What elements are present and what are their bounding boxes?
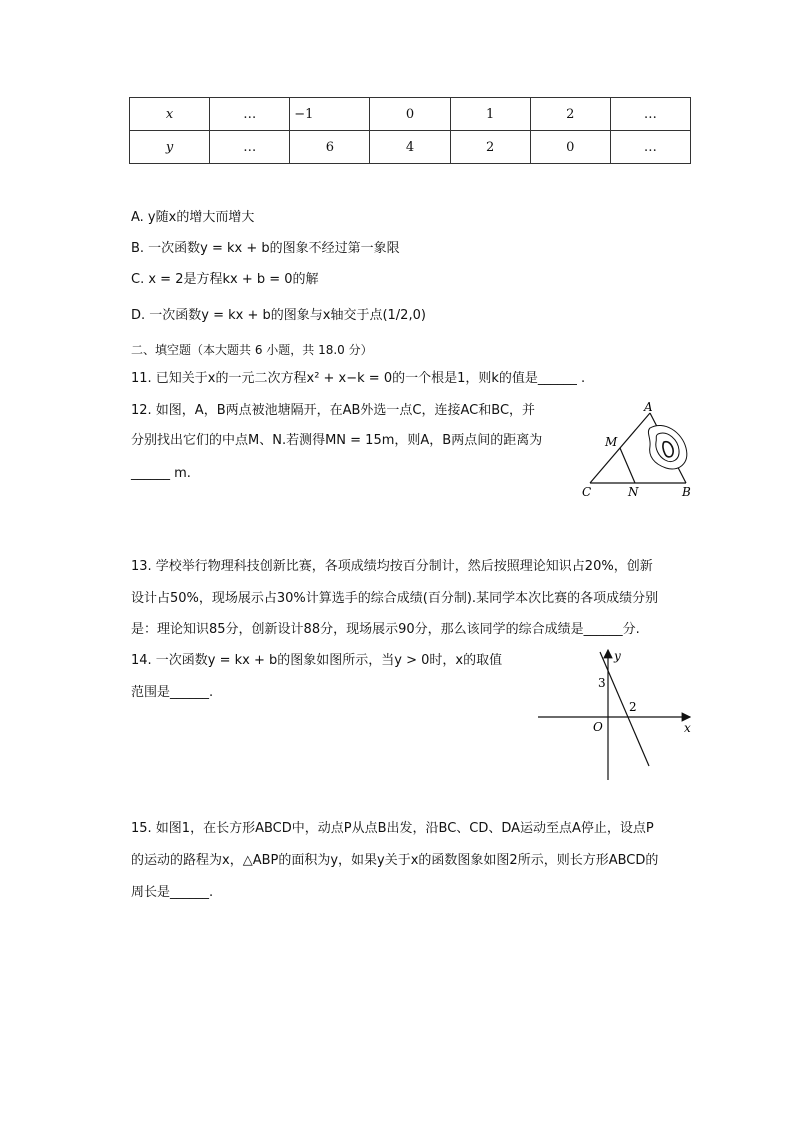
value-table <box>129 97 691 164</box>
table-cell: 4 <box>370 131 450 164</box>
label-a: A <box>644 400 653 414</box>
section-heading: 二、填空题（本大题共 6 小题，共 18.0 分） <box>131 343 373 357</box>
table-cell: … <box>210 131 290 164</box>
question-12-line3: ______ m. <box>131 466 191 481</box>
pond-outline <box>648 425 686 469</box>
table-cell: 2 <box>450 131 530 164</box>
table-cell: x <box>130 98 210 131</box>
question-11: 11. 已知关于x的一元二次方程x² + x−k = 0的一个根是1，则k的值是______ . <box>131 371 586 386</box>
table-cell: … <box>610 131 690 164</box>
option-d: D. 一次函数y = kx + b的图象与x轴交于点(1/2,0) <box>131 308 426 323</box>
question-13-line3: 是：理论知识85分，创新设计88分，现场展示90分，那么该同学的综合成绩是______分. <box>131 622 640 637</box>
label-y-intercept: 3 <box>598 676 606 690</box>
pond-figure <box>578 398 696 502</box>
segment-mn <box>620 448 635 483</box>
label-b: B <box>682 485 691 499</box>
table-cell: … <box>610 98 690 131</box>
label-origin: O <box>593 720 603 734</box>
question-15-line3: 周长是______. <box>131 885 214 900</box>
table-cell: 0 <box>530 131 610 164</box>
option-b: B. 一次函数y = kx + b的图象不经过第一象限 <box>131 241 400 256</box>
option-a: A. y随x的增大而增大 <box>131 210 255 225</box>
table-row <box>130 98 691 131</box>
question-14-line1: 14. 一次函数y = kx + b的图象如图所示，当y > 0时，x的取值 <box>131 653 503 668</box>
function-line <box>600 652 649 766</box>
linear-graph <box>534 646 696 784</box>
table-cell: −1 <box>290 98 370 131</box>
question-12-line1: 12. 如图，A，B两点被池塘隔开，在AB外选一点C，连接AC和BC，并 <box>131 403 536 418</box>
table-cell: 0 <box>370 98 450 131</box>
label-n: N <box>628 485 639 499</box>
table-row <box>130 131 691 164</box>
label-x-intercept: 2 <box>629 700 637 714</box>
label-c: C <box>582 485 592 499</box>
table-cell: 2 <box>530 98 610 131</box>
table-cell: 6 <box>290 131 370 164</box>
label-y: y <box>614 649 621 663</box>
question-14-line2: 范围是______. <box>131 685 214 700</box>
question-15-line2: 的运动的路程为x，△ABP的面积为y，如果y关于x的函数图象如图2所示，则长方形ABCD的 <box>131 853 659 868</box>
label-m: M <box>605 435 618 449</box>
option-c: C. x = 2是方程kx + b = 0的解 <box>131 272 319 287</box>
question-13-line1: 13. 学校举行物理科技创新比赛，各项成绩均按百分制计，然后按照理论知识占20%，创新 <box>131 559 653 574</box>
table-cell: 1 <box>450 98 530 131</box>
question-12-line2: 分别找出它们的中点M、N.若测得MN = 15m，则A，B两点间的距离为 <box>131 433 543 448</box>
question-15-line1: 15. 如图1，在长方形ABCD中，动点P从点B出发，沿BC、CD、DA运动至点A停止，设点P <box>131 821 654 836</box>
label-x: x <box>684 721 691 735</box>
table-cell: … <box>210 98 290 131</box>
table-cell: y <box>130 131 210 164</box>
question-13-line2: 设计占50%，现场展示占30%计算选手的综合成绩(百分制).某同学本次比赛的各项成绩分别 <box>131 591 659 606</box>
